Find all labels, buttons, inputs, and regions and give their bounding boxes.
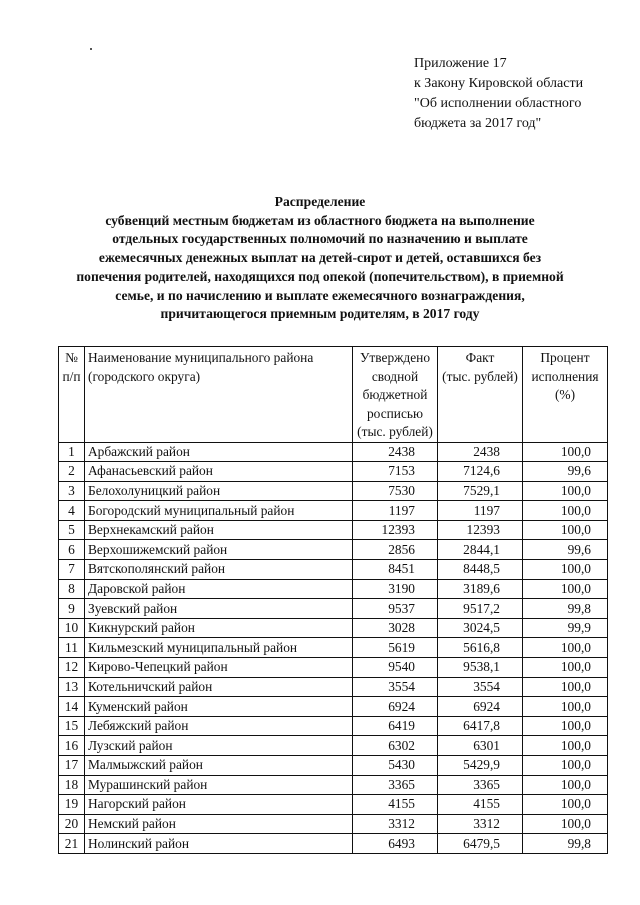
cell-percent: 100,0	[523, 481, 608, 501]
cell-name: Белохолуницкий район	[85, 481, 353, 501]
cell-approved: 9540	[353, 658, 438, 678]
title-line: попечения родителей, находящихся под опекой (попечительством), в приемной	[76, 268, 564, 284]
cell-name: Нолинский район	[85, 834, 353, 854]
cell-percent: 99,9	[523, 618, 608, 638]
header-fact-line: (тыс. рублей)	[442, 368, 518, 384]
cell-percent: 99,8	[523, 599, 608, 619]
header-percent-line: исполнения	[531, 368, 599, 384]
cell-fact: 6479,5	[438, 834, 523, 854]
header-num-line: п/п	[62, 368, 81, 384]
annex-line: к Закону Кировской области	[414, 76, 584, 91]
cell-name: Кикнурский район	[85, 618, 353, 638]
cell-fact: 8448,5	[438, 560, 523, 580]
cell-num: 9	[59, 599, 85, 619]
header-name	[85, 347, 353, 443]
header-approved-line: бюджетной	[362, 387, 428, 402]
title-line: ежемесячных денежных выплат на детей-сирот и детей, оставшихся без	[98, 250, 542, 266]
cell-approved: 6302	[353, 736, 438, 756]
header-name-line: (городского округа)	[88, 368, 201, 384]
table-row	[59, 677, 608, 697]
table-row	[59, 795, 608, 815]
cell-approved: 6493	[353, 834, 438, 854]
cell-name: Лебяжский район	[85, 716, 353, 736]
cell-num: 8	[59, 579, 85, 599]
title-line: отдельных государственных полномочий по назначению и выплате	[112, 231, 528, 247]
cell-approved: 7530	[353, 481, 438, 501]
cell-approved: 1197	[353, 501, 438, 521]
cell-num: 14	[59, 697, 85, 717]
table-row	[59, 736, 608, 756]
header-num-line: №	[65, 350, 78, 365]
header-num	[59, 347, 85, 443]
cell-fact: 9517,2	[438, 599, 523, 619]
cell-approved: 6924	[353, 697, 438, 717]
cell-percent: 100,0	[523, 736, 608, 756]
annex-line: "Об исполнении областного	[414, 96, 582, 111]
table-body	[59, 442, 608, 853]
cell-approved: 3312	[353, 814, 438, 834]
cell-fact: 3365	[438, 775, 523, 795]
cell-percent: 100,0	[523, 638, 608, 658]
scan-speck	[90, 48, 92, 50]
cell-name: Кирово-Чепецкий район	[85, 658, 353, 678]
table-row	[59, 462, 608, 482]
cell-num: 19	[59, 795, 85, 815]
table-row	[59, 638, 608, 658]
header-name-line: Наименование муниципального района	[88, 350, 314, 365]
header-approved-line: Утверждено	[359, 350, 431, 365]
cell-name: Лузский район	[85, 736, 353, 756]
annex-line: Приложение 17	[414, 56, 507, 71]
cell-num: 11	[59, 638, 85, 658]
cell-num: 20	[59, 814, 85, 834]
cell-fact: 2438	[438, 442, 523, 462]
table-row	[59, 579, 608, 599]
cell-num: 7	[59, 560, 85, 580]
document-title	[20, 193, 620, 324]
table-row	[59, 834, 608, 854]
cell-num: 16	[59, 736, 85, 756]
cell-percent: 99,6	[523, 462, 608, 482]
title-line: субвенций местным бюджетам из областного бюджета на выполнение	[105, 212, 535, 228]
cell-name: Афанасьевский район	[85, 462, 353, 482]
cell-approved: 12393	[353, 520, 438, 540]
cell-fact: 6417,8	[438, 716, 523, 736]
cell-fact: 9538,1	[438, 658, 523, 678]
cell-fact: 12393	[438, 520, 523, 540]
cell-percent: 100,0	[523, 716, 608, 736]
title-line: семье, и по начислению и выплате ежемесячного вознаграждения,	[115, 287, 525, 303]
cell-name: Верхошижемский район	[85, 540, 353, 560]
cell-fact: 6924	[438, 697, 523, 717]
subvention-table	[58, 346, 608, 854]
cell-num: 17	[59, 756, 85, 776]
cell-percent: 100,0	[523, 756, 608, 776]
cell-percent: 100,0	[523, 677, 608, 697]
cell-approved: 9537	[353, 599, 438, 619]
header-approved-line: сводной	[371, 368, 419, 384]
table-row	[59, 520, 608, 540]
cell-name: Котельничский район	[85, 677, 353, 697]
cell-fact: 3024,5	[438, 618, 523, 638]
cell-fact: 3189,6	[438, 579, 523, 599]
cell-percent: 99,6	[523, 540, 608, 560]
cell-approved: 6419	[353, 716, 438, 736]
cell-approved: 3554	[353, 677, 438, 697]
cell-approved: 8451	[353, 560, 438, 580]
cell-name: Арбажский район	[85, 442, 353, 462]
table-row	[59, 658, 608, 678]
header-fact-line: Факт	[465, 350, 495, 365]
cell-name: Верхнекамский район	[85, 520, 353, 540]
cell-approved: 3028	[353, 618, 438, 638]
cell-num: 12	[59, 658, 85, 678]
cell-num: 15	[59, 716, 85, 736]
cell-approved: 2856	[353, 540, 438, 560]
cell-percent: 100,0	[523, 560, 608, 580]
table-row	[59, 618, 608, 638]
cell-fact: 5429,9	[438, 756, 523, 776]
table-row	[59, 756, 608, 776]
cell-percent: 100,0	[523, 658, 608, 678]
cell-fact: 4155	[438, 795, 523, 815]
cell-approved: 3365	[353, 775, 438, 795]
cell-percent: 100,0	[523, 775, 608, 795]
cell-percent: 100,0	[523, 501, 608, 521]
header-approved	[353, 347, 438, 443]
header-percent-line: Процент	[540, 350, 590, 365]
cell-num: 3	[59, 481, 85, 501]
cell-name: Зуевский район	[85, 599, 353, 619]
cell-name: Немский район	[85, 814, 353, 834]
cell-approved: 3190	[353, 579, 438, 599]
cell-fact: 5616,8	[438, 638, 523, 658]
table-row	[59, 697, 608, 717]
table-row	[59, 775, 608, 795]
cell-approved: 2438	[353, 442, 438, 462]
cell-fact: 3312	[438, 814, 523, 834]
cell-num: 18	[59, 775, 85, 795]
table-row	[59, 560, 608, 580]
cell-fact: 7124,6	[438, 462, 523, 482]
cell-fact: 3554	[438, 677, 523, 697]
header-fact	[438, 347, 523, 443]
cell-name: Вятскополянский район	[85, 560, 353, 580]
header-percent-line: (%)	[554, 387, 576, 402]
cell-approved: 4155	[353, 795, 438, 815]
cell-approved: 5619	[353, 638, 438, 658]
cell-percent: 99,8	[523, 834, 608, 854]
cell-num: 4	[59, 501, 85, 521]
cell-num: 6	[59, 540, 85, 560]
cell-percent: 100,0	[523, 795, 608, 815]
cell-percent: 100,0	[523, 442, 608, 462]
header-approved-line: (тыс. рублей)	[357, 424, 433, 439]
cell-name: Малмыжский район	[85, 756, 353, 776]
cell-fact: 2844,1	[438, 540, 523, 560]
cell-fact: 7529,1	[438, 481, 523, 501]
table-row	[59, 501, 608, 521]
annex-note	[414, 54, 624, 134]
annex-line: бюджета за 2017 год"	[414, 116, 542, 131]
table-row	[59, 442, 608, 462]
cell-num: 5	[59, 520, 85, 540]
table-row	[59, 814, 608, 834]
table-row	[59, 716, 608, 736]
cell-approved: 7153	[353, 462, 438, 482]
cell-fact: 1197	[438, 501, 523, 521]
table-row	[59, 481, 608, 501]
cell-name: Кильмезский муниципальный район	[85, 638, 353, 658]
header-approved-line: росписью	[366, 405, 424, 421]
cell-name: Мурашинский район	[85, 775, 353, 795]
cell-name: Куменский район	[85, 697, 353, 717]
cell-name: Нагорский район	[85, 795, 353, 815]
cell-num: 13	[59, 677, 85, 697]
cell-fact: 6301	[438, 736, 523, 756]
cell-num: 2	[59, 462, 85, 482]
cell-percent: 100,0	[523, 697, 608, 717]
cell-num: 10	[59, 618, 85, 638]
cell-num: 21	[59, 834, 85, 854]
table-header-row	[59, 347, 608, 443]
cell-percent: 100,0	[523, 579, 608, 599]
table-row	[59, 599, 608, 619]
table-row	[59, 540, 608, 560]
cell-name: Богородский муниципальный район	[85, 501, 353, 521]
cell-percent: 100,0	[523, 520, 608, 540]
title-line: Распределение	[274, 194, 366, 209]
cell-percent: 100,0	[523, 814, 608, 834]
cell-name: Даровской район	[85, 579, 353, 599]
cell-num: 1	[59, 442, 85, 462]
title-line: причитающегося приемным родителям, в 2017 году	[160, 306, 480, 322]
header-percent	[523, 347, 608, 443]
cell-approved: 5430	[353, 756, 438, 776]
